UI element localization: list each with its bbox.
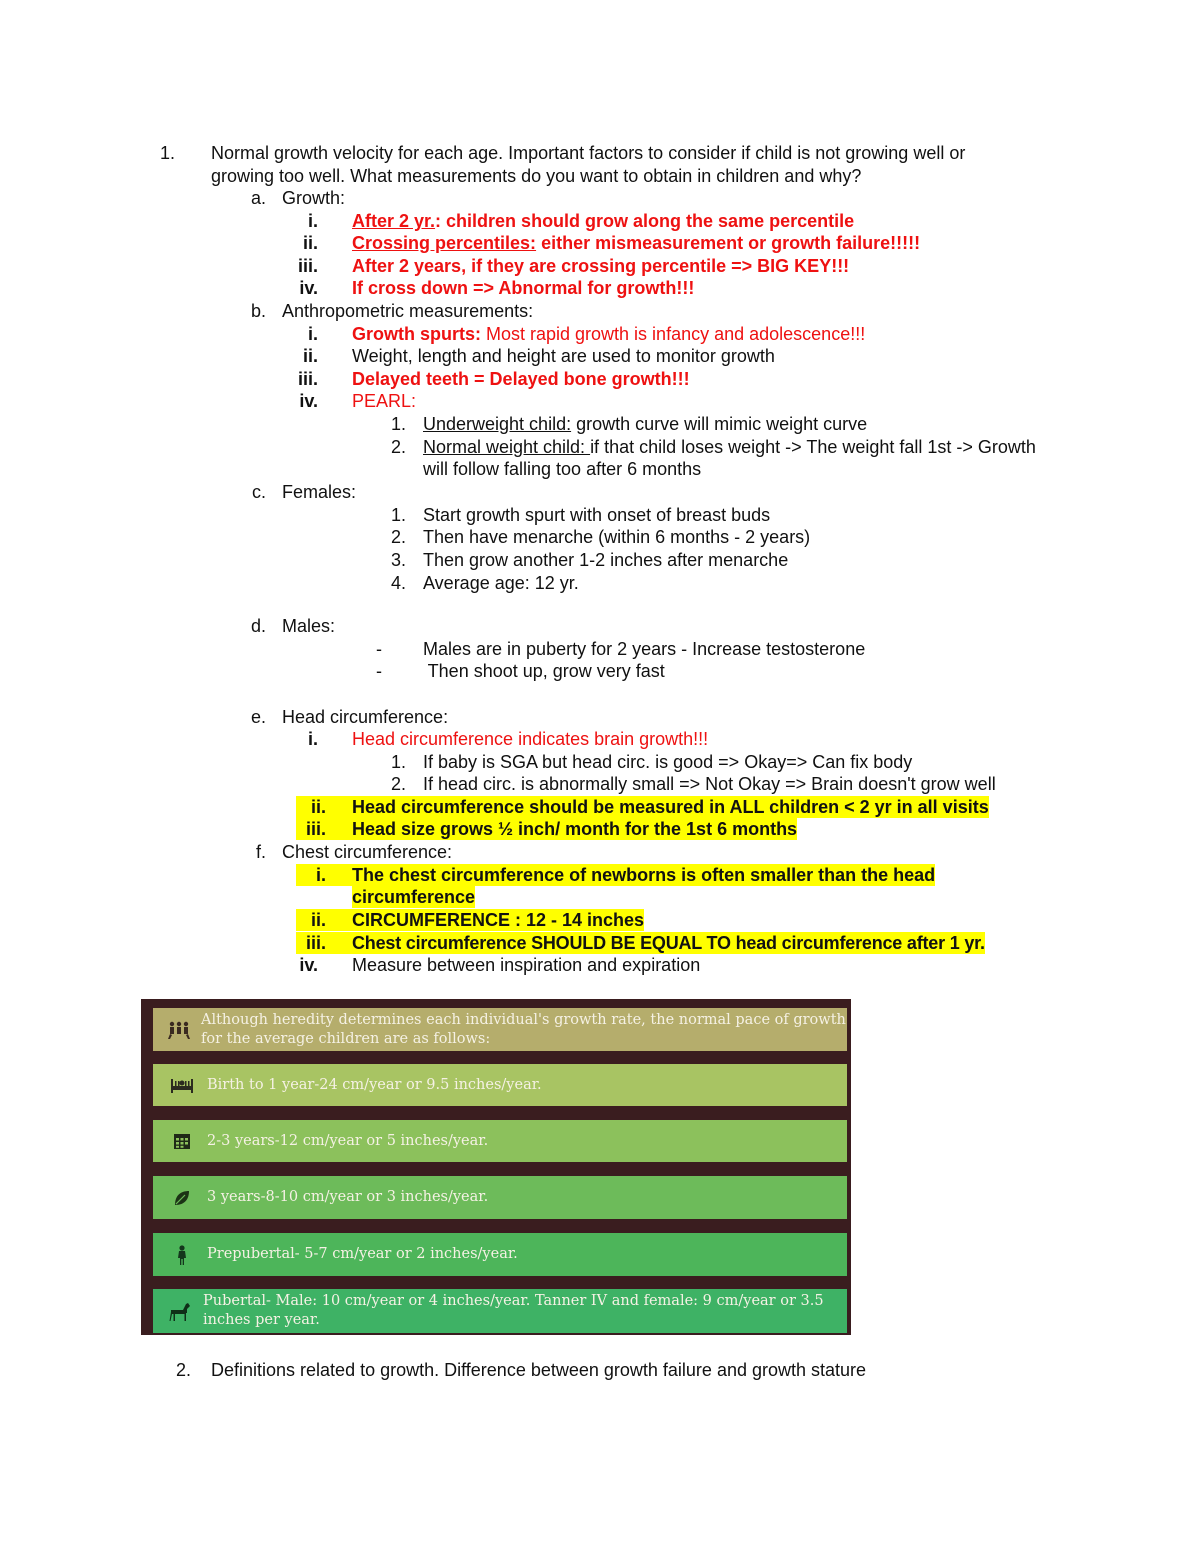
c-1-marker: 1. [390, 505, 406, 525]
a-ii-marker: ii. [302, 233, 318, 253]
a-iv-text: If cross down => Abnormal for growth!!! [352, 278, 695, 298]
a-i-marker: i. [307, 211, 318, 231]
pearl-2-rest: if that child loses weight -> The weight fall 1st -> Growth [590, 437, 1036, 457]
d-label: Males: [282, 616, 336, 636]
pearl-1-underlined: Underweight child: [423, 414, 572, 434]
q1-text-line2: growing too well. What measurements do you want to obtain in children and why? [211, 166, 862, 186]
e-sub-2-text: If head circ. is abnormally small => Not Okay => Brain doesn't grow well [423, 774, 996, 794]
a-label: Growth: [282, 188, 346, 208]
child-icon [167, 1245, 197, 1265]
c-3-marker: 3. [390, 550, 406, 570]
family-icon [167, 1021, 191, 1039]
f-i-text-cont: circumference [352, 887, 476, 907]
c-label: Females: [282, 482, 357, 502]
b-i-rest: Most rapid growth is infancy and adolescence!!! [481, 324, 866, 344]
pearl-2-text [423, 436, 1036, 458]
a-iii-text: After 2 years, if they are crossing percentile => BIG KEY!!! [352, 256, 850, 276]
f-marker: f. [255, 842, 266, 862]
infographic-row-pubertal-text: Pubertal- Male: 10 cm/year or 4 inches/year. Tanner IV and female: 9 cm/year or 3.5 inches per year. [203, 1293, 824, 1328]
c-marker: c. [251, 482, 266, 502]
a-iii-marker: iii. [297, 256, 318, 276]
b-i-text [352, 323, 865, 345]
c-1-text: Start growth spurt with onset of breast buds [423, 505, 771, 525]
d-1-text: Males are in puberty for 2 years - Increase testosterone [423, 639, 866, 659]
f-label: Chest circumference: [282, 842, 453, 862]
infographic-row-intro [153, 1008, 847, 1051]
infographic-row-3-years [153, 1176, 847, 1219]
e-i-text: Head circumference indicates brain growth!!! [352, 729, 709, 749]
f-iii-text: Chest circumference SHOULD BE EQUAL TO head circumference after 1 yr. [352, 933, 985, 953]
infographic-row-2-3-years-text: 2-3 years-12 cm/year or 5 inches/year. [207, 1132, 489, 1149]
infographic-row-2-3-years [153, 1120, 847, 1162]
horse-icon [167, 1301, 193, 1321]
f-i-text: The chest circumference of newborns is often smaller than the head [352, 865, 936, 885]
b-iii-marker: iii. [297, 369, 318, 389]
e-sub-2-marker: 2. [390, 774, 406, 794]
infographic-row-prepubertal [153, 1233, 847, 1276]
b-ii-marker: ii. [302, 346, 318, 366]
f-ii-text: CIRCUMFERENCE : 12 - 14 inches [352, 910, 645, 930]
c-2-text: Then have menarche (within 6 months - 2 years) [423, 527, 811, 547]
e-label: Head circumference: [282, 707, 449, 727]
f-iv-text: Measure between inspiration and expiration [352, 955, 701, 975]
a-ii-underlined: Crossing percentiles: [352, 233, 537, 253]
f-iv-marker: iv. [299, 955, 318, 975]
a-iv-marker: iv. [299, 278, 318, 298]
e-sub-1-marker: 1. [390, 752, 406, 772]
f-iii-marker: iii. [296, 932, 352, 954]
pearl-2-underlined: Normal weight child: [423, 437, 591, 457]
leaf-icon [167, 1189, 197, 1207]
a-i-rest: : children should grow along the same percentile [435, 211, 855, 231]
e-sub-1-text: If baby is SGA but head circ. is good => Okay=> Can fix body [423, 752, 913, 772]
infographic-row-birth [153, 1064, 847, 1106]
c-4-text: Average age: 12 yr. [423, 573, 579, 593]
infographic-row-birth-text: Birth to 1 year-24 cm/year or 9.5 inches/year. [207, 1076, 542, 1093]
a-ii-rest: either mismeasurement or growth failure!!!!! [536, 233, 921, 253]
b-label: Anthropometric measurements: [282, 301, 534, 321]
b-marker: b. [250, 301, 266, 321]
e-iii-marker: iii. [296, 818, 352, 840]
q2-text: Definitions related to growth. Difference between growth failure and growth stature [211, 1360, 867, 1380]
infographic-row-3-years-text: 3 years-8-10 cm/year or 3 inches/year. [207, 1189, 489, 1205]
calendar-icon [167, 1132, 197, 1150]
pearl-2-text-cont: will follow falling too after 6 months [423, 459, 702, 479]
infographic-row-intro-text: Although heredity determines each individual's growth rate, the normal pace of growth for the average children are as follows: [201, 1011, 846, 1047]
f-ii-marker: ii. [296, 909, 352, 931]
a-ii-text [352, 232, 920, 254]
growth-rate-infographic [141, 999, 851, 1335]
infographic-row-prepubertal-text: Prepubertal- 5-7 cm/year or 2 inches/year. [207, 1246, 518, 1262]
a-i-text [352, 210, 854, 232]
d-2-marker: - [376, 661, 382, 681]
d-2-text: Then shoot up, grow very fast [423, 661, 665, 681]
a-i-underlined: After 2 yr. [352, 211, 436, 231]
b-iii-text: Delayed teeth = Delayed bone growth!!! [352, 369, 690, 389]
d-1-marker: - [376, 639, 382, 659]
a-marker: a. [250, 188, 266, 208]
c-4-marker: 4. [390, 573, 406, 593]
c-2-marker: 2. [390, 527, 406, 547]
infographic-row-pubertal [153, 1289, 847, 1333]
f-i-marker: i. [296, 864, 352, 886]
e-ii-marker: ii. [296, 796, 352, 818]
e-iii-text: Head size grows ½ inch/ month for the 1st 6 months [352, 819, 798, 839]
b-i-marker: i. [307, 324, 318, 344]
e-i-marker: i. [307, 729, 318, 749]
b-iv-text: PEARL: [352, 391, 417, 411]
q1-number: 1. [160, 143, 176, 163]
b-ii-text: Weight, length and height are used to monitor growth [352, 346, 775, 366]
pearl-1-text [423, 413, 867, 435]
pearl-1-rest: growth curve will mimic weight curve [571, 414, 868, 434]
b-iv-marker: iv. [299, 391, 318, 411]
e-ii-text: Head circumference should be measured in ALL children < 2 yr in all visits [352, 797, 989, 817]
b-i-bold: Growth spurts: [352, 324, 481, 344]
q1-text-line1: Normal growth velocity for each age. Important factors to consider if child is not growing well or [211, 143, 966, 163]
e-marker: e. [250, 707, 266, 727]
baby-bed-icon [167, 1077, 197, 1093]
q2-number: 2. [176, 1360, 192, 1380]
pearl-1-marker: 1. [390, 414, 406, 434]
d-marker: d. [250, 616, 266, 636]
c-3-text: Then grow another 1-2 inches after menarche [423, 550, 789, 570]
pearl-2-marker: 2. [390, 437, 406, 457]
